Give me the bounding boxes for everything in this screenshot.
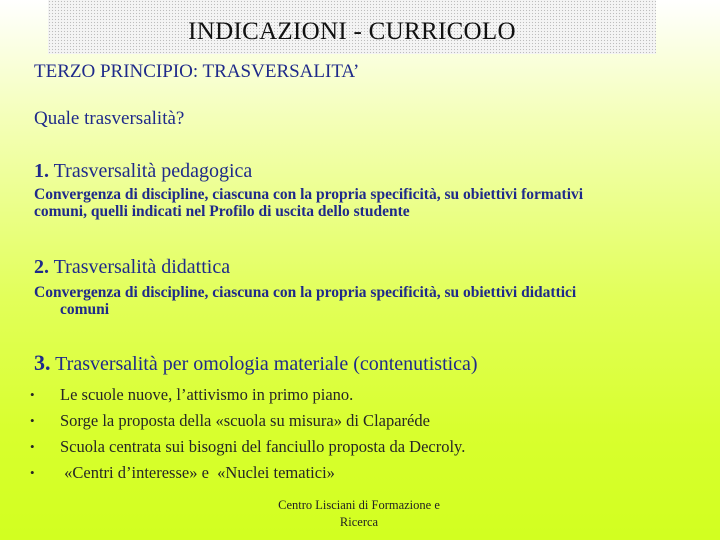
footer-line1: Centro Lisciani di Formazione e [278, 498, 440, 512]
footer-line2: Ricerca [339, 515, 379, 529]
bullet-text: «Centri d’interesse» e «Nuclei tematici» [60, 463, 335, 482]
list-item [30, 460, 465, 486]
section-3-title: Trasversalità per omologia materiale (contenutistica) [55, 353, 478, 375]
bullet-marker: • [30, 413, 35, 428]
bullet-text: Le scuole nuove, l’attivismo in primo piano. [60, 385, 354, 404]
list-item [30, 382, 465, 408]
section-1-title: Trasversalità pedagogica [53, 160, 253, 182]
section-2-body-line1: Convergenza di discipline, ciascuna con la propria specificità, su obiettivi didattici [34, 284, 577, 301]
footer-credit [258, 497, 460, 531]
section-3-heading [34, 350, 478, 376]
section-2-body-line2: comuni [60, 301, 110, 318]
bullet-marker: • [30, 387, 35, 402]
bullet-text: Scuola centrata sui bisogni del fanciullo proposta da Decroly. [60, 437, 466, 456]
list-item [30, 434, 465, 460]
section-1-heading [34, 160, 252, 183]
section-2-body [34, 284, 576, 318]
slide-title: INDICAZIONI - CURRICOLO [188, 18, 516, 45]
question-text: Quale trasversalità? [34, 108, 185, 129]
section-1-number: 1. [34, 160, 49, 182]
section-3-number: 3. [34, 350, 51, 375]
section-1-body-line2: comuni, quelli indicati nel Profilo di uscita dello studente [34, 203, 410, 220]
section-2-title: Trasversalità didattica [53, 256, 231, 278]
section-2-heading [34, 256, 230, 279]
bullet-marker: • [30, 465, 35, 480]
section-1-body-line1: Convergenza di discipline, ciascuna con la propria specificità, su obiettivi formativi [34, 186, 584, 203]
bullet-marker: • [30, 439, 35, 454]
slide-subtitle: TERZO PRINCIPIO: TRASVERSALITA’ [34, 61, 360, 82]
bullet-text: Sorge la proposta della «scuola su misura» di Claparéde [60, 411, 430, 430]
section-2-number: 2. [34, 256, 49, 278]
list-item [30, 408, 465, 434]
bullet-list [30, 382, 465, 486]
section-1-body [34, 186, 583, 220]
